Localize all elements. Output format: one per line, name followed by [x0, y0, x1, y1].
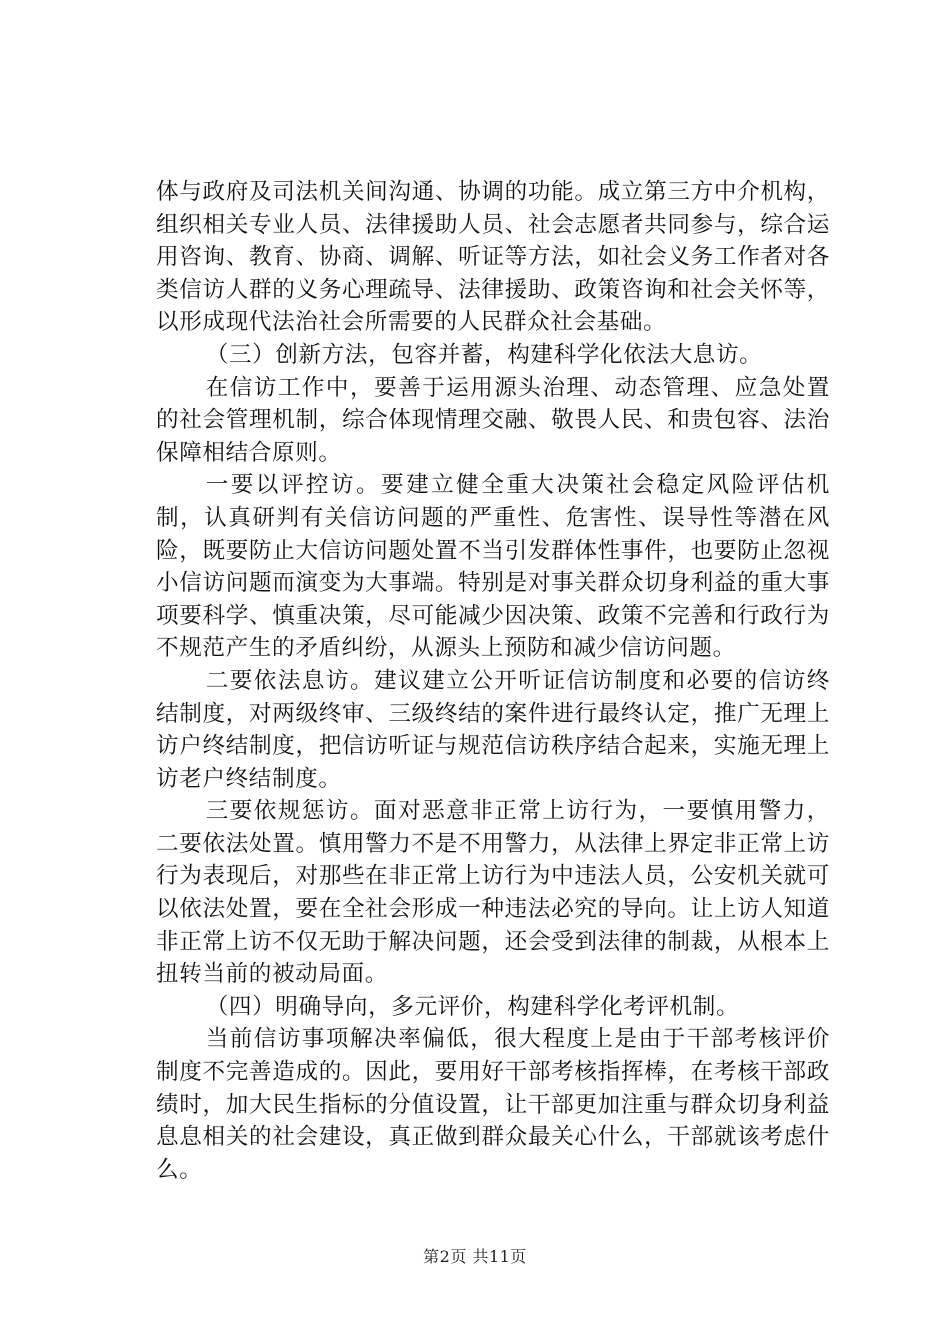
paragraph: 三要依规惩访。面对恶意非正常上访行为，一要慎用警力，二要依法处置。慎用警力不是不用警力，从法律上界定非正常上访行为表现后，对那些在非正常上访行为中违法人员，公安机关就可以依法处置，要在全社会形成一种违法必究的导向。让上访人知道非正常上访不仅无助于解决问题，还会受到法律的制裁，从根本上扭转当前的被动局面。 [156, 798, 830, 988]
paragraph: 一要以评控访。要建立健全重大决策社会稳定风险评估机制，认真研判有关信访问题的严重性、危害性、误导性等潜在风险，既要防止大信访问题处置不当引发群体性事件，也要防止忽视小信访问题而演变为大事端。特别是对事关群众切身利益的重大事项要科学、慎重决策，尽可能减少因决策、政策不完善和行政行为不规范产生的矛盾纠纷，从源头上预防和减少信访问题。 [156, 472, 830, 662]
paragraph: 二要依法息访。建议建立公开听证信访制度和必要的信访终结制度，对两级终审、三级终结的案件进行最终认定，推广无理上访户终结制度，把信访听证与规范信访秩序结合起来，实施无理上访老户终结制度。 [156, 667, 830, 792]
paragraph: 在信访工作中，要善于运用源头治理、动态管理、应急处置的社会管理机制，综合体现情理交融、敬畏人民、和贵包容、法治保障相结合原则。 [156, 374, 830, 466]
document-body [156, 176, 830, 1186]
paragraph-continuation: 体与政府及司法机关间沟通、协调的功能。成立第三方中介机构，组织相关专业人员、法律援助人员、社会志愿者共同参与，综合运用咨询、教育、协商、调解、听证等方法，如社会义务工作者对各类信访人群的义务心理疏导、法律援助、政策咨询和社会关怀等，以形成现代法治社会所需要的人民群众社会基础。 [156, 179, 830, 336]
page-number-footer: 第2页 共11页 [423, 1247, 527, 1266]
paragraph: 当前信访事项解决率偏低，很大程度上是由于干部考核评价制度不完善造成的。因此，要用好干部考核指挥棒，在考核干部政绩时，加大民生指标的分值设置，让干部更加注重与群众切身利益息息相关的社会建设，真正做到群众最关心什么，干部就该考虑什么。 [156, 1026, 830, 1183]
section-heading-3: （三）创新方法，包容并蓄，构建科学化依法大息访。 [205, 341, 763, 368]
section-heading-4: （四）明确导向，多元评价，构建科学化考评机制。 [205, 993, 740, 1020]
